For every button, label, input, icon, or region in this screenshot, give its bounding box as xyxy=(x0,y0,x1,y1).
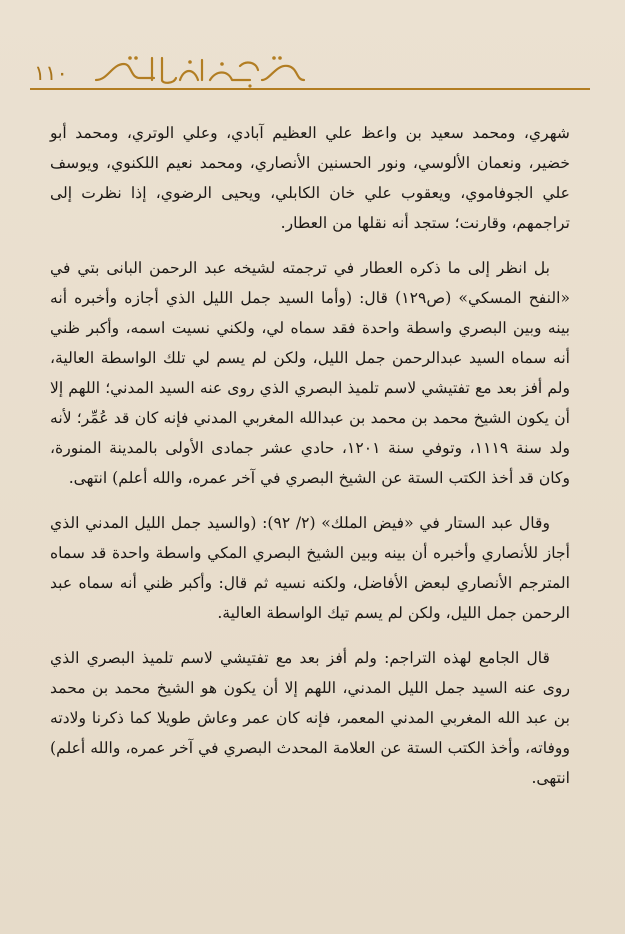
paragraph-4: قال الجامع لهذه التراجم: ولم أفز بعد مع تفتيشي لاسم تلميذ البصري الذي روى عنه السيد جمل الليل المدني، اللهم إلا أن يكون هو الشيخ محمد بن محمد بن عبد الله المغربي المدني المعمر، فإنه كان عمر وعاش طويلا كما ذكرنا ولادته ووفاته، وأخذ الكتب الستة عن العلامة المحدث البصري في آخر عمره، والله أعلم) انتهى. xyxy=(50,649,570,787)
paragraph-1: شهري، ومحمد سعيد بن واعظ علي العظيم آبادي، وعلي الوتري، ومحمد أبو خضير، ونعمان الألوسي، ونور الحسنين الأنصاري، ومحمد نعيم اللكنوي، ويوسف علي الجوفاموي، ويعقوب علي خان الكابلي، ويحيى الرضوي، إذا نظرت إلى تراجمهم، وقارنت؛ ستجد أنه نقلها من العطار. xyxy=(50,124,570,232)
page-header xyxy=(30,48,590,94)
main-text xyxy=(50,118,570,808)
page-number: ١١٠ xyxy=(34,61,68,85)
title-emblem xyxy=(90,50,310,90)
header-rule xyxy=(30,88,590,90)
paragraph-2: بل انظر إلى ما ذكره العطار في ترجمته لشيخه عبد الرحمن البانى بتي في «النفح المسكي» (ص١٢٩) قال: (وأما السيد جمل الليل الذي أجازه وأخبره أنه بينه وبين البصري واسطة واحدة فقد سماه لي، ولكني نسيت اسمه، وأكبر ظني أنه سماه السيد عبدالرحمن جمل الليل، ولكن لم يسم لي تلك الواسطة العالية، ولم أفز بعد مع تفتيشي لاسم تلميذ البصري الذي روى عنه السيد المدني؛ اللهم إلا أن يكون الشيخ محمد بن محمد بن عبدالله المغربي المدني فإنه كان قد عُمِّر؛ لأنه ولد سنة ١١١٩، وتوفي سنة ١٢٠١، حادي عشر جمادى الأولى بالمدينة المنورة، وكان قد أخذ الكتب الستة عن الشيخ البصري في آخر عمره، والله أعلم) انتهى. xyxy=(50,259,571,487)
paragraph-3: وقال عبد الستار في «فيض الملك» (٢/ ٩٢): (والسيد جمل الليل المدني الذي أجاز للأنصاري وأخبره أن بينه وبين الشيخ البصري المكي واسطة واحدة قد سماه المترجم الأنصاري لبعض الأفاضل، ولكنه نسيه ثم قال: وأكبر ظني أنه سماه عبد الرحمن جمل الليل، ولكن لم يسم تيك الواسطة العالية. xyxy=(50,514,570,622)
